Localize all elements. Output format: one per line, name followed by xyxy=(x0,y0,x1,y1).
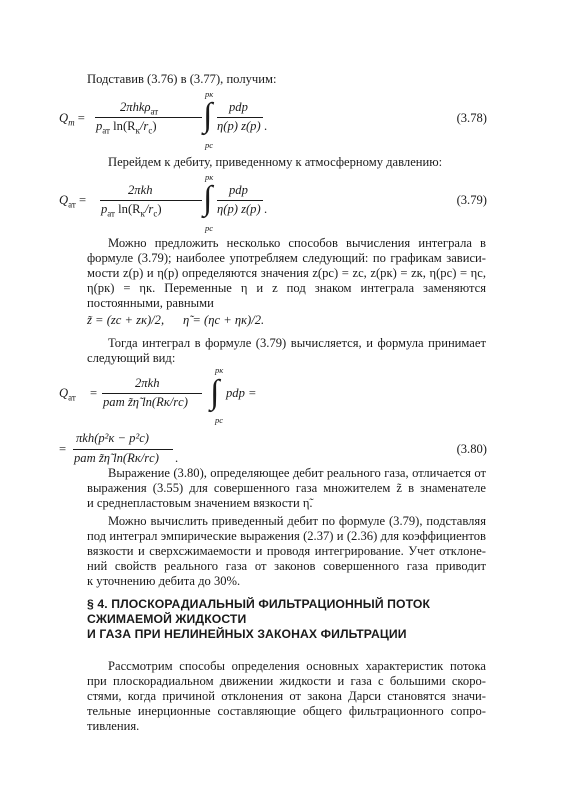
text-line: Можно предложить несколько способов вычисления интеграла в xyxy=(108,236,486,250)
eq378-dot: . xyxy=(264,119,268,133)
text-line: Тогда интеграл в формуле (3.79) вычисляется, и формула принимает xyxy=(108,336,486,350)
text-line: тельные инерционные составляющие общего фильтрационного сопро- xyxy=(87,704,486,718)
paragraph-methods xyxy=(87,236,486,311)
eq378-numerator: 2πhkρ$_{ат}$ xyxy=(120,100,159,117)
section-heading xyxy=(87,597,430,642)
eq380-lhs: $Q_{ат}$ xyxy=(59,386,76,403)
integral-sign: ∫ xyxy=(203,180,213,217)
eq379-number: (3.79) xyxy=(456,193,487,207)
eq379-numerator: 2πkh xyxy=(128,183,153,197)
text-line: мости z(p) и η(p) определяются значения z(pс) = zс, z(pк) = zк, η(pс) = ηс, xyxy=(87,266,486,280)
heading-line: § 4. ПЛОСКОРАДИАЛЬНЫЙ ФИЛЬТРАЦИОННЫЙ ПОТОК xyxy=(87,597,430,611)
eq378-lhs: $Q_m$ = xyxy=(59,111,85,128)
heading-line: И ГАЗА ПРИ НЕЛИНЕЙНЫХ ЗАКОНАХ ФИЛЬТРАЦИИ xyxy=(87,627,407,641)
integral-sign: ∫ xyxy=(210,374,220,411)
eq378-int-bar xyxy=(217,117,263,118)
text-line: ний свойств реального газа от законов совершенного газа приводит xyxy=(87,559,486,573)
text-line: Рассмотрим способы определения основных характеристик потока xyxy=(108,659,486,673)
text-line: Выражение (3.80), определяющее дебит реального газа, отличается от xyxy=(108,466,486,480)
eq379-int-denominator: η(p) z(p) xyxy=(217,202,261,216)
eq380-equals-2: = xyxy=(59,442,67,456)
paragraph-compute xyxy=(87,514,486,589)
eq380-denominator-2: pат z̃η̃ ln(Rк/rс) xyxy=(74,451,159,465)
eq380-upper-limit: pк xyxy=(215,365,224,375)
eq378-lower-limit: pс xyxy=(205,140,214,150)
text-line: η(pк) = ηк. Переменные η и z под знаком интеграла заменяются xyxy=(87,281,486,295)
averages-formula: z̃ = (zс + zк)/2, η̃ = (ηс + ηк)/2. xyxy=(87,313,265,327)
text-line: следующий вид: xyxy=(87,351,176,365)
eq380-fraction-bar-1 xyxy=(102,393,202,394)
integral-sign: ∫ xyxy=(203,97,213,134)
eq378-number: (3.78) xyxy=(456,111,487,125)
eq380-number: (3.80) xyxy=(456,442,487,456)
text-line: постоянными, равными xyxy=(87,296,214,310)
text-line: при плоскорадиальном движении жидкости и газа с большими скоро- xyxy=(87,674,486,688)
text-line: формуле (3.79); наиболее употребляем следующий: по графикам зависи- xyxy=(87,251,486,265)
eq380-equals: = xyxy=(90,386,98,400)
eq379-lower-limit: pс xyxy=(205,223,214,233)
eq378-denominator: $p_{ат}$ $\ln(R_к/r_с)$ xyxy=(96,119,157,136)
eq379-denominator: $p_{ат}$ $\ln(R_к/r_с)$ xyxy=(101,202,162,219)
eq379-lhs: $Q_{ат}$ = xyxy=(59,193,87,210)
eq379-int-numerator: pdp xyxy=(229,183,248,197)
paragraph-then xyxy=(87,336,486,366)
eq378-int-denominator: η(p) z(p) xyxy=(217,119,261,133)
transition-line: Перейдем к дебиту, приведенному к атмосферному давлению: xyxy=(108,155,443,169)
intro-line: Подставив (3.76) в (3.77), получим: xyxy=(87,72,277,86)
eq379-upper-limit: pк xyxy=(205,172,214,182)
eq380-numerator-2: πkh(p²к − p²с) xyxy=(76,431,150,445)
text-line: Можно вычислить приведенный дебит по формуле (3.79), подставляя xyxy=(108,514,486,528)
text-line: тивления. xyxy=(87,719,140,733)
heading-line: СЖИМАЕМОЙ ЖИДКОСТИ xyxy=(87,612,247,626)
eq380-integrand: pdp = xyxy=(226,386,257,400)
eq379-fraction-bar xyxy=(100,200,202,201)
eq379-dot: . xyxy=(264,202,268,216)
text-line: под интеграл эмпирические выражения (2.37) и (2.36) для коэффициентов xyxy=(87,529,486,543)
eq378-upper-limit: pк xyxy=(205,89,214,99)
eq378-fraction-bar xyxy=(95,117,202,118)
text-line: вязкости и сверхсжимаемости и проводя интегрирование. Учет отклоне- xyxy=(87,544,486,558)
text-line: выражения (3.55) для совершенного газа множителем z̃ в знаменателе xyxy=(87,481,486,495)
paragraph-consider xyxy=(87,659,486,734)
eq379-int-bar xyxy=(217,200,263,201)
eq380-denominator-1: pат z̃η̃ ln(Rк/rс) xyxy=(103,395,188,409)
text-line: к уточнению дебита до 30%. xyxy=(87,574,241,588)
eq380-lower-limit: pс xyxy=(215,415,224,425)
text-line: стями, когда причиной отклонения от закона Дарси становятся значи- xyxy=(87,689,486,703)
paragraph-expression xyxy=(87,466,486,511)
eq380-dot: . xyxy=(175,451,179,465)
eq380-fraction-bar-2 xyxy=(73,449,173,450)
eq380-numerator-1: 2πkh xyxy=(135,376,160,390)
text-line: и среднепластовым значением вязкости η̃. xyxy=(87,496,313,510)
eq378-int-numerator: pdp xyxy=(229,100,248,114)
